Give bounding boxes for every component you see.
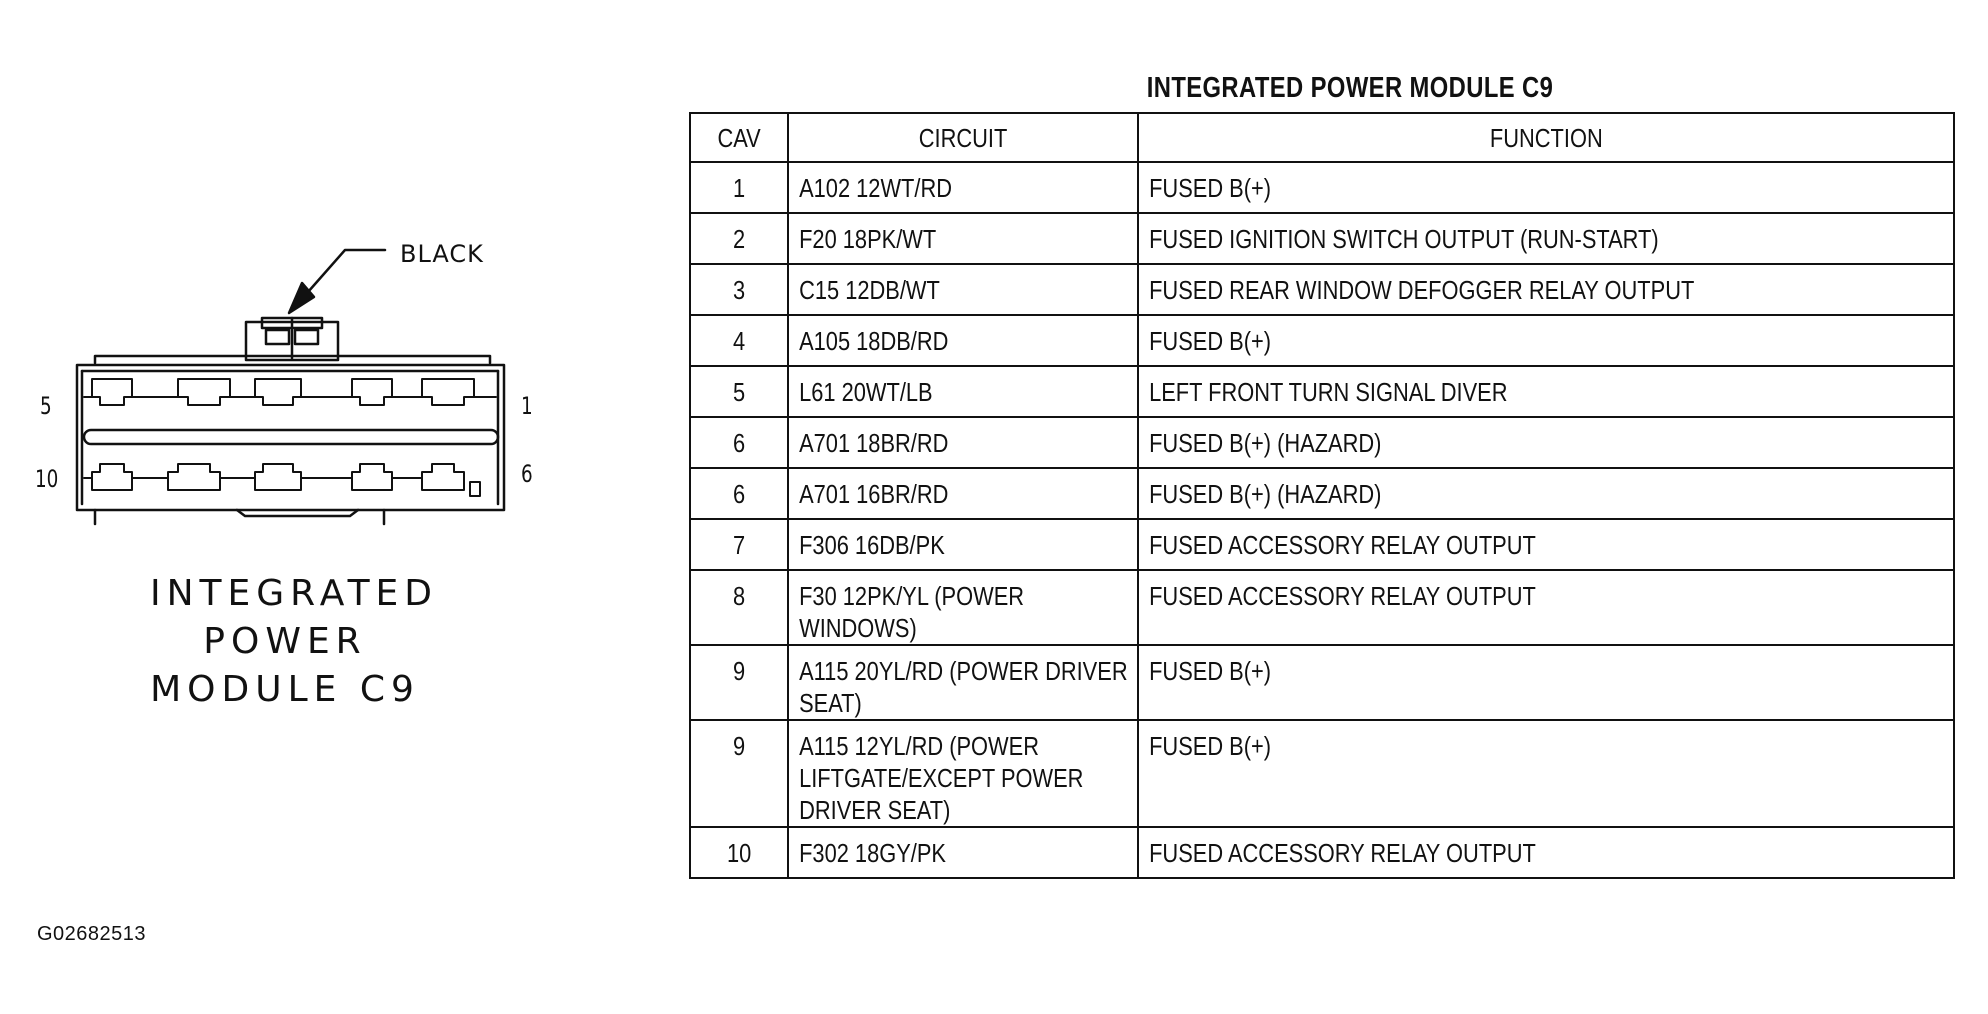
column-header-circuit: CIRCUIT (788, 113, 1138, 162)
function-cell: FUSED B(+) (HAZARD) (1138, 468, 1954, 519)
cav-cell: 5 (690, 366, 788, 417)
column-header-cav: CAV (690, 113, 788, 162)
table-row (690, 827, 1954, 878)
connector-title-line-1: INTEGRATED (150, 573, 439, 614)
table-row (690, 264, 1954, 315)
connector-title (150, 570, 439, 714)
circuit-cell: F20 18PK/WT (788, 213, 1138, 264)
column-header-function: FUNCTION (1138, 113, 1954, 162)
table-row (690, 162, 1954, 213)
cavity-label-bottom-left: 10 (35, 465, 59, 493)
function-cell: FUSED ACCESSORY RELAY OUTPUT (1138, 827, 1954, 878)
table-row (690, 366, 1954, 417)
table-row (690, 720, 1954, 827)
cav-cell: 6 (690, 468, 788, 519)
cavity-label-bottom-right: 6 (521, 460, 533, 488)
function-cell: FUSED B(+) (1138, 315, 1954, 366)
table-row (690, 468, 1954, 519)
function-cell: FUSED B(+) (1138, 162, 1954, 213)
cav-cell: 9 (690, 645, 788, 720)
circuit-cell: C15 12DB/WT (788, 264, 1138, 315)
cav-cell: 7 (690, 519, 788, 570)
connector-drawing (0, 0, 560, 560)
circuit-cell: A701 16BR/RD (788, 468, 1138, 519)
wire-color-leader-arrow (289, 250, 385, 313)
cav-cell: 3 (690, 264, 788, 315)
table-row (690, 519, 1954, 570)
circuit-cell: F302 18GY/PK (788, 827, 1138, 878)
table-row (690, 645, 1954, 720)
cavity-label-top-right: 1 (521, 392, 533, 420)
function-cell: FUSED B(+) (HAZARD) (1138, 417, 1954, 468)
cavity-row-bottom (84, 464, 480, 496)
cav-cell: 1 (690, 162, 788, 213)
table-row (690, 417, 1954, 468)
table-body (690, 162, 1954, 878)
circuit-cell: A115 12YL/RD (POWER LIFTGATE/EXCEPT POWER DRIVER SEAT) (788, 720, 1138, 827)
table-title: INTEGRATED POWER MODULE C9 (1146, 72, 1554, 104)
circuit-cell: A102 12WT/RD (788, 162, 1138, 213)
wire-color-label: BLACK (400, 240, 484, 268)
circuit-cell: F30 12PK/YL (POWER WINDOWS) (788, 570, 1138, 645)
function-cell: FUSED REAR WINDOW DEFOGGER RELAY OUTPUT (1138, 264, 1954, 315)
figure-code: G02682513 (37, 923, 147, 945)
cav-cell: 6 (690, 417, 788, 468)
connector-title-line-3: MODULE C9 (150, 669, 420, 710)
circuit-cell: F306 16DB/PK (788, 519, 1138, 570)
function-cell: FUSED ACCESSORY RELAY OUTPUT (1138, 570, 1954, 645)
function-cell: FUSED B(+) (1138, 645, 1954, 720)
table-row (690, 570, 1954, 645)
function-cell: FUSED IGNITION SWITCH OUTPUT (RUN-START) (1138, 213, 1954, 264)
cav-cell: 2 (690, 213, 788, 264)
function-cell: FUSED B(+) (1138, 720, 1954, 827)
table-header-row (690, 113, 1954, 162)
cav-cell: 9 (690, 720, 788, 827)
connector-title-line-2: POWER (203, 621, 367, 662)
pinout-table (689, 112, 1955, 879)
connector-body (77, 356, 504, 524)
circuit-cell: A115 20YL/RD (POWER DRIVER SEAT) (788, 645, 1138, 720)
cavity-label-top-left: 5 (40, 392, 52, 420)
circuit-cell: A105 18DB/RD (788, 315, 1138, 366)
cav-cell: 10 (690, 827, 788, 878)
function-cell: LEFT FRONT TURN SIGNAL DIVER (1138, 366, 1954, 417)
table-row (690, 213, 1954, 264)
circuit-cell: A701 18BR/RD (788, 417, 1138, 468)
cav-cell: 4 (690, 315, 788, 366)
function-cell: FUSED ACCESSORY RELAY OUTPUT (1138, 519, 1954, 570)
circuit-cell: L61 20WT/LB (788, 366, 1138, 417)
connector-lock-housing (246, 318, 338, 360)
cavity-row-top (84, 379, 496, 405)
cav-cell: 8 (690, 570, 788, 645)
table-row (690, 315, 1954, 366)
